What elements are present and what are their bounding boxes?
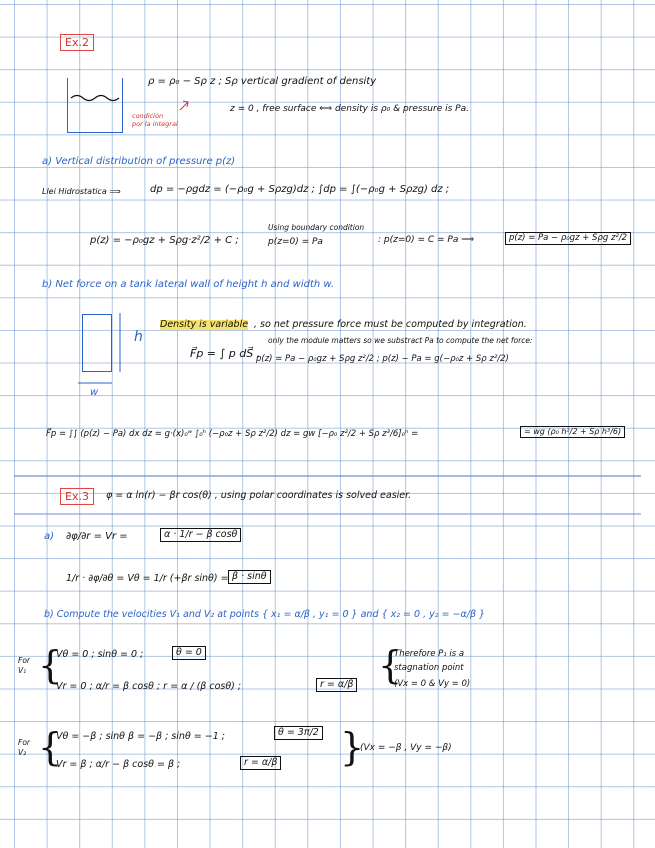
hydrostatic-label: Llei Hidrostatica ⟹ xyxy=(42,187,121,196)
v1-note-brace: { xyxy=(378,643,403,687)
pressure-constant: : p(z=0) = C = Pa ⟹ xyxy=(378,235,475,245)
v2-theta-box: θ = 3π/2 xyxy=(274,726,323,740)
part-b-heading: b) Net force on a tank lateral wall of height h and width w. xyxy=(42,279,335,290)
density-variable-rest: , so net pressure force must be computed by integration. xyxy=(254,319,527,330)
potential-equation: φ = α ln(r) − βr cos(θ) , using polar coordinates is solved easier. xyxy=(106,490,412,501)
v2-note: (Vx = −β , Vy = −β) xyxy=(360,743,452,753)
pressure-integral: p(z) = −ρ₀gz + Sρg·z²/2 + C ; xyxy=(90,235,239,246)
boundary-condition: p(z=0) = Pa xyxy=(268,237,323,247)
density-variable-highlight: Density is variable xyxy=(160,319,249,330)
v2-row1: Vθ = −β ; sinθ β = −β ; sinθ = −1 ; xyxy=(56,731,225,742)
v1-brace: { xyxy=(38,643,63,687)
ex2-title: Ex.2 xyxy=(60,34,94,51)
ex3-part-a-label: a) xyxy=(44,531,55,542)
module-note: only the module matters so we substract Pa to compute the net force: xyxy=(268,336,533,345)
v1-row2: Vr = 0 ; α/r = β cosθ ; r = α / (β cosθ) ; xyxy=(56,681,242,692)
v1-r-box: r = α/β xyxy=(316,678,357,692)
vtheta-derivative: 1/r · ∂φ/∂θ = Vθ = 1/r (+βr sinθ) = xyxy=(66,573,229,584)
v1-note-line2: stagnation point xyxy=(394,663,464,673)
free-surface-line: z = 0 , free surface ⟺ density is ρ₀ & pressure is Pa. xyxy=(230,104,469,114)
side-note: condición por la integral xyxy=(132,112,178,129)
v1-note-line3: (Vx = 0 & Vy = 0) xyxy=(394,679,471,689)
v2-label: For V₂ xyxy=(18,738,30,757)
force-result-box: = wg (ρ₀ h²/2 + Sρ h³/6) xyxy=(520,426,625,438)
density-equation: ρ = ρ₀ − Sρ z ; Sρ vertical gradient of density xyxy=(148,76,377,87)
tank-sketch xyxy=(67,78,123,133)
vr-result-box: α · 1/r − β cosθ xyxy=(160,528,241,542)
force-definition: F⃗p = ∫ p dS⃗ , xyxy=(190,347,261,360)
wall-sketch xyxy=(82,314,112,372)
pressure-result-box: p(z) = Pa − ρ₀gz + Sρg z²/2 xyxy=(505,232,631,245)
vr-derivative: ∂φ/∂r = Vr = xyxy=(66,531,128,542)
height-label: h xyxy=(134,329,143,345)
v2-row2: Vr = β ; α/r − β cosθ = β ; xyxy=(56,759,181,770)
width-label: w xyxy=(90,387,99,398)
force-integral: F⃗p = ∫∫ (p(z) − Pa) dx dz = g·(x)₀ʷ ∫₀ʰ (−ρ₀z + Sρ z²/2) dz = gw [−ρ₀ z²/2 + Sρ z³/6]₀ʰ = xyxy=(46,429,419,439)
v2-brace: { xyxy=(38,725,63,769)
v1-row1: Vθ = 0 ; sinθ = 0 ; xyxy=(56,649,144,660)
module-equation: p(z) = Pa − ρ₀gz + Sρg z²/2 ; p(z) − Pa = g(−ρ₀z + Sρ z²/2) xyxy=(256,354,509,364)
v1-label: For V₁ xyxy=(18,656,30,675)
ex3-title: Ex.3 xyxy=(60,488,94,505)
part-a-heading: a) Vertical distribution of pressure p(z) xyxy=(42,156,236,167)
boundary-condition-note: Using boundary condition xyxy=(268,223,365,232)
vtheta-result-box: β · sinθ xyxy=(228,570,271,584)
v2-note-brace: } xyxy=(340,725,365,769)
note-arrow xyxy=(180,101,188,110)
ex3-part-b-heading: b) Compute the velocities V₁ and V₂ at points { x₁ = α/β , y₁ = 0 } and { x₂ = 0 , y₂ = −α/β } xyxy=(44,609,486,620)
v1-theta-box: θ = 0 xyxy=(172,646,206,660)
v1-note-line1: Therefore P₁ is a xyxy=(394,649,465,659)
hydrostatic-equation: dp = −ρgdz = (−ρ₀g + Sρzg)dz ; ∫dp = ∫(−ρ₀g + Sρzg) dz ; xyxy=(150,184,450,195)
v2-r-box: r = α/β xyxy=(240,756,281,770)
